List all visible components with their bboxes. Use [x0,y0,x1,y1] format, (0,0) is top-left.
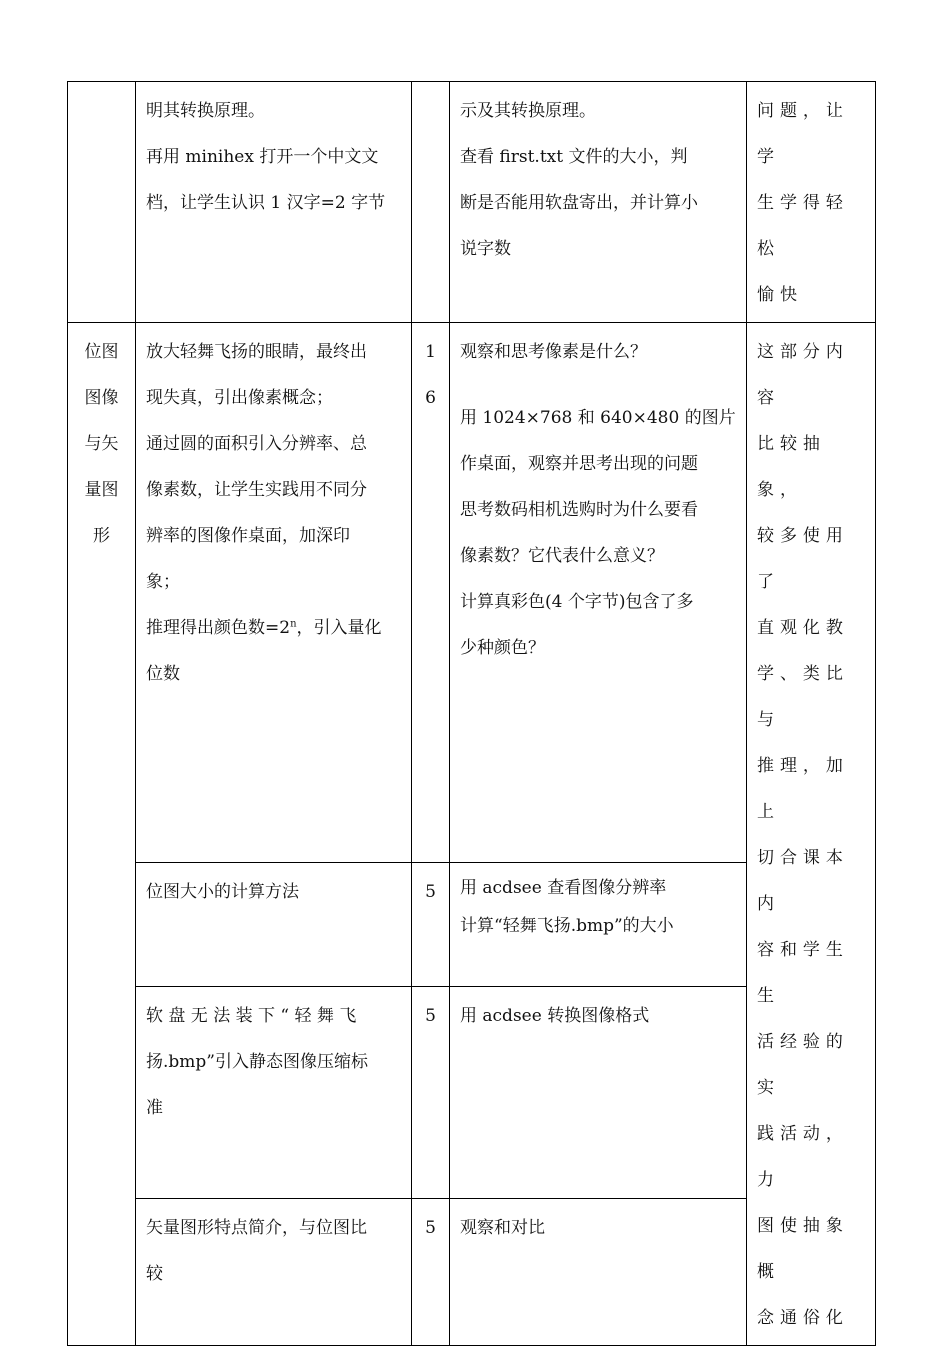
section-topic-cell [68,323,136,1346]
text-line: 说字数 [460,239,511,259]
text-line: 再用 minihex 打开一个中文文 [146,147,379,167]
text-line: 形 [93,526,110,546]
text-line: 观察和思考像素是什么？ [460,342,647,362]
text-line: 明其转换原理。 [146,101,265,121]
text-line: 像素数？它代表什么意义？ [460,546,664,566]
text-line: 准 [146,1097,163,1118]
text-line: 图像 [84,388,119,408]
text-line: 通过圆的面积引入分辨率、总 [146,434,367,454]
text-line: 这部分内容 [757,342,849,408]
text-line: 辨率的图像作桌面，加深印 [146,526,350,546]
text-line: 较 [146,1264,163,1285]
text-line: 图使抽象概 [757,1216,849,1282]
text-line: 查看 first.txt 文件的大小，判 [460,147,688,167]
student-activity-cell [450,862,747,986]
text-line: 生学得轻松 [757,193,849,259]
text-line: 直观化教 [757,618,849,638]
text-line: 比较抽象， [757,434,826,500]
text-line: 用 acdsee 查看图像分辨率 [460,877,667,898]
text-line: 较多使用了 [757,526,849,592]
student-activity-cell [450,323,747,863]
student-activity-cell [450,986,747,1198]
formula-prefix: 推理得出颜色数=2 [146,618,291,638]
minutes-cell: 5 [412,862,450,986]
table-row [68,82,876,323]
text-line: 与矢 [84,434,119,454]
minutes-cell: 5 [412,986,450,1198]
text-line: 档，让学生认识 1 汉字=2 字节 [146,193,386,213]
text-line: 位数 [146,664,180,684]
text-line: 位图大小的计算方法 [146,881,299,902]
text-line: 践活动，力 [757,1124,849,1190]
formula-exponent: n [290,618,297,630]
text-line: 愉快 [757,285,803,305]
text-line: 容和学生生 [757,940,849,1006]
text-line: 计算“轻舞飞扬.bmp”的大小 [460,915,674,936]
text-line: 学、类比与 [757,664,849,730]
text-line: 扬.bmp”引入静态图像压缩标 [146,1051,368,1072]
formula-line [146,605,401,651]
text-line: 矢量图形特点简介，与位图比 [146,1218,367,1239]
teacher-activity-cell [136,82,412,323]
student-activity-cell [450,82,747,323]
text-line: 像素数，让学生实践用不同分 [146,480,367,500]
text-line: 现失真，引出像素概念； [146,388,333,408]
student-activity-cell [450,1199,747,1346]
text-line: 问题，让学 [757,101,849,167]
formula-suffix: ，引入量化 [296,618,382,638]
text-line: 示及其转换原理。 [460,101,596,121]
teacher-activity-cell [136,862,412,986]
text-line: 观察和对比 [460,1218,545,1239]
minutes-cell: 5 [412,1199,450,1346]
text-line: 断是否能用软盘寄出，并计算小 [460,193,698,213]
table-row [68,323,876,863]
text-line: 思考数码相机选购时为什么要看 [460,500,698,520]
text-line: 量图 [84,480,119,500]
lesson-plan-table [67,81,876,1346]
text-line: 用 acdsee 转换图像格式 [460,1005,650,1026]
text-line: 切合课本内 [757,848,849,914]
teacher-activity-cell [136,1199,412,1346]
teacher-activity-cell [136,323,412,863]
text-line: 念通俗化 [757,1308,849,1328]
minutes-cell: 16 [412,323,450,863]
text-line: 放大轻舞飞扬的眼睛，最终出 [146,342,367,362]
text-line: 软 盘 无 法 装 下 “ 轻 舞 飞 [146,1005,357,1026]
topic-cell [68,82,136,323]
text-line: 象； [146,572,180,592]
spacer [460,375,736,395]
text-line: 计算真彩色(4 个字节)包含了多 [460,592,694,612]
design-note-cell [747,323,876,1346]
text-line: 推理，加上 [757,756,849,822]
text-line: 位图 [84,342,119,362]
design-note-cell [747,82,876,323]
text-line: 作桌面，观察并思考出现的问题 [460,454,698,474]
teacher-activity-cell [136,986,412,1198]
text-line: 活经验的实 [757,1032,849,1098]
minutes-cell [412,82,450,323]
text-line: 用 1024×768 和 640×480 的图片 [460,408,736,428]
text-line: 少种颜色？ [460,638,545,658]
